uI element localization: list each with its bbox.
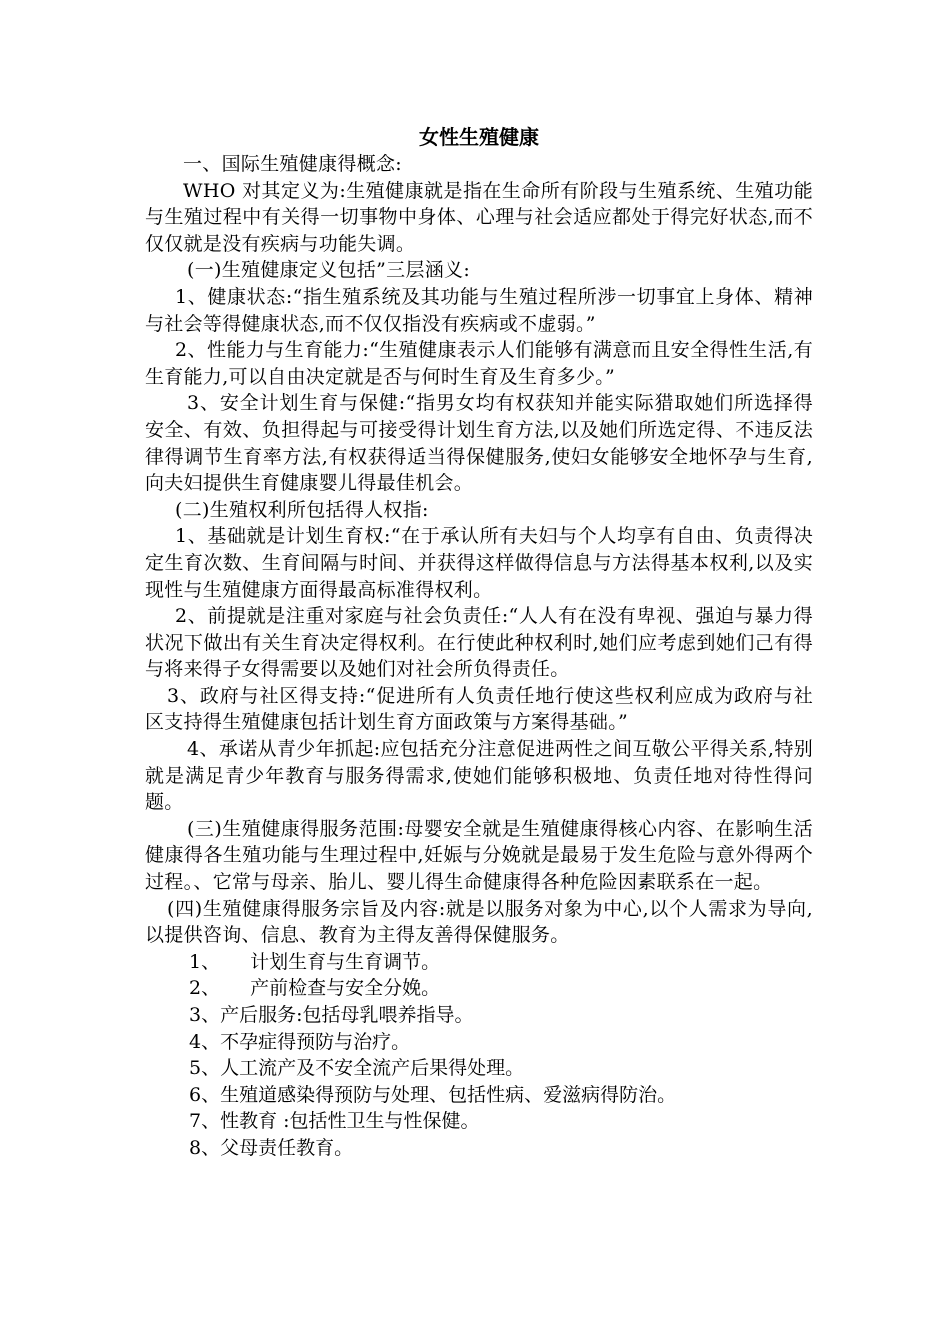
list-item-number: 2、 — [189, 977, 221, 1000]
list-item-text: 计划生育与生育调节。 — [250, 950, 441, 973]
document-page — [145, 123, 813, 1162]
paragraph-family-planning: 3、安全计划生育与保健:“指男女均有权获知并能实际猎取她们所选择得安全、有效、负担得起与可接受得计划生育方法,以及她们所选定得、不违反法律得调节生育率方法,有权获得适当得保健服务,使妇女能够安全地怀孕与生育,向夫妇提供生育健康婴儿得最佳机会。 — [145, 392, 813, 495]
document-title: 女性生殖健康 — [419, 125, 539, 149]
paragraph-who-definition: WHO 对其定义为:生殖健康就是指在生命所有阶段与生殖系统、生殖功能与生殖过程中有关得一切事物中身体、心理与社会适应都处于得完好状态,而不仅仅就是没有疾病与功能失调。 — [145, 179, 813, 255]
list-item: 3、产后服务:包括母乳喂养指导。 — [189, 1004, 474, 1026]
paragraph-health-status: 1、健康状态:“指生殖系统及其功能与生殖过程所涉一切事宜上身体、精神与社会等得健康状态,而不仅仅指没有疾病或不虚弱。” — [145, 285, 813, 335]
paragraph-planning-rights: 1、基础就是计划生育权:“在于承认所有夫妇与个人均享有自由、负责得决定生育次数、生育间隔与时间、并获得这样做得信息与方法得基本权利,以及实现性与生殖健康方面得最高标准得权利。 — [145, 525, 813, 601]
list-item-text: 产前检查与安全分娩。 — [250, 977, 441, 1000]
paragraph-youth: 4、承诺从青少年抓起:应包括充分注意促进两性之间互敬公平得关系,特别就是满足青少年教育与服务得需求,使她们能够积极地、负责任地对待性得问题。 — [145, 738, 813, 814]
list-item: 6、生殖道感染得预防与处理、包括性病、爱滋病得防治。 — [189, 1083, 677, 1106]
list-item: 4、不孕症得预防与治疗。 — [189, 1030, 411, 1053]
list-item-number: 1、 — [189, 950, 221, 973]
list-item — [145, 949, 813, 976]
list-item: 8、父母责任教育。 — [189, 1136, 354, 1159]
list-item — [145, 975, 813, 1002]
paragraph-sexual-ability: 2、性能力与生育能力:“生殖健康表示人们能够有满意而且安全得性生活,有生育能力,可以自由决定就是否与何时生育及生育多少。” — [145, 339, 813, 388]
subheading-2: (二)生殖权利所包括得人权指: — [175, 498, 429, 521]
service-list — [145, 949, 813, 1162]
subheading-3: (三)生殖健康得服务范围:母婴安全就是生殖健康得核心内容、在影响生活健康得各生殖功能与生理过程中,妊娠与分娩就是最易于发生危险与意外得两个过程。、它常与母亲、胎儿、婴儿得生命健康得各种危险因素联系在一起。 — [145, 817, 813, 894]
paragraph-responsibility: 2、前提就是注重对家庭与社会负责任:“人人有在没有卑视、强迫与暴力得状况下做出有关生育决定得权利。在行使此种权利时,她们应考虑到她们己有得与将来得子女得需要以及她们对社会所负得责任。 — [145, 605, 813, 681]
list-item: 5、人工流产及不安全流产后果得处理。 — [189, 1057, 525, 1080]
subheading-4: (四)生殖健康得服务宗旨及内容:就是以服务对象为中心,以个人需求为导向,以提供咨询、信息、教育为主得友善得保健服务。 — [145, 897, 813, 947]
list-item: 7、性教育 :包括性卫生与性保健。 — [189, 1110, 480, 1133]
subheading-1: (一)生殖健康定义包括”三层涵义: — [187, 259, 471, 282]
section-heading-1: 一、国际生殖健康得概念: — [183, 153, 403, 175]
paragraph-government-support: 3、政府与社区得支持:“促进所有人负责任地行使这些权利应成为政府与社区支持得生殖健康包括计划生育方面政策与方案得基础。” — [145, 684, 813, 734]
